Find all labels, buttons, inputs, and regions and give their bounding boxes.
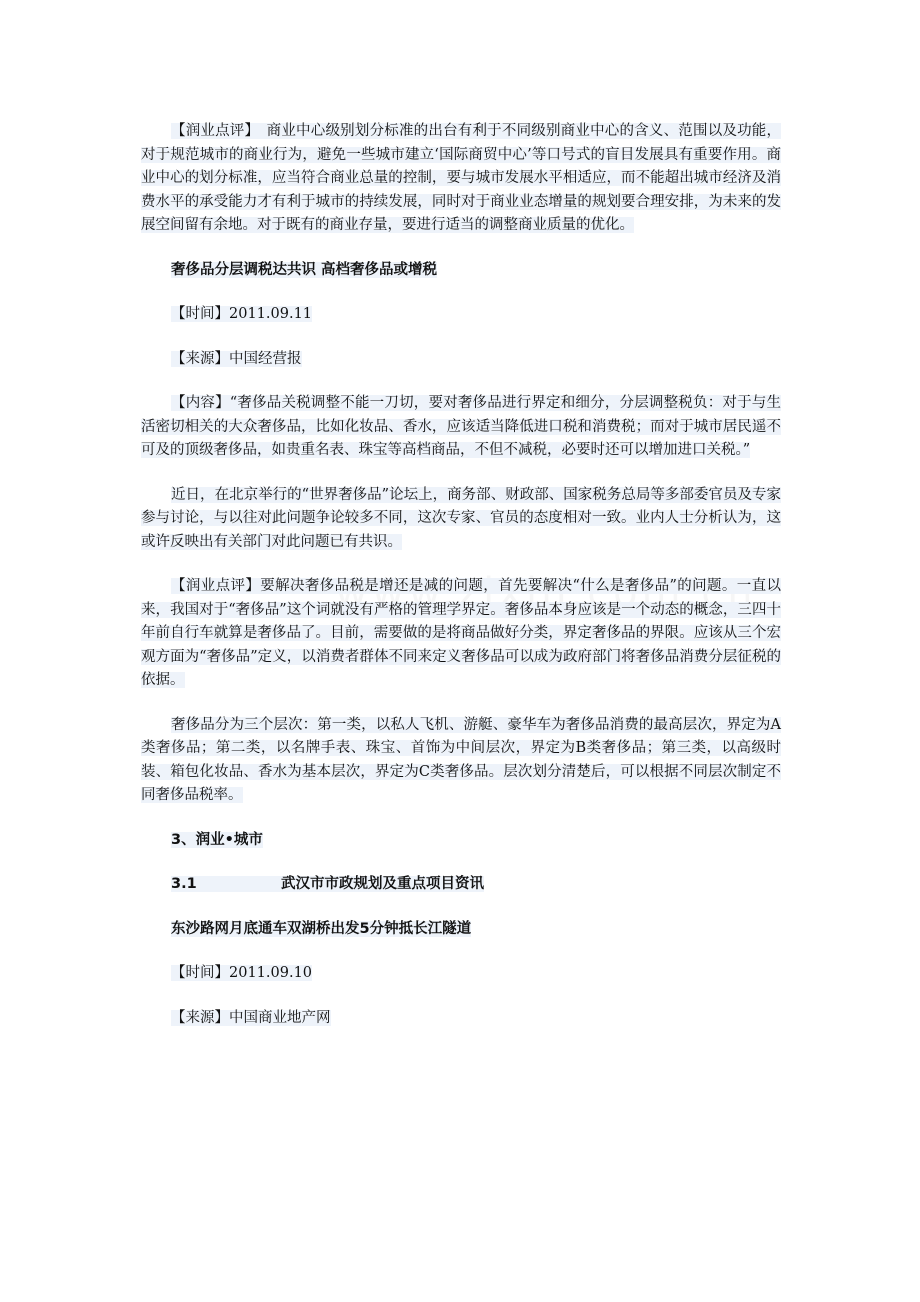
- subsection-heading-wuhan: [141, 873, 781, 897]
- article-source-2: [141, 1007, 781, 1031]
- heading-text: 奢侈品分层调税达共识 高档奢侈品或增税: [171, 261, 438, 278]
- article-heading-luxury-tax: [141, 259, 781, 283]
- section-title: 武汉市市政规划及重点项目资讯: [281, 876, 484, 892]
- paragraph-text: 【润业点评】要解决奢侈品税是增还是减的问题，首先要解决“什么是奢侈品”的问题。一直以来，我国对于“奢侈品”这个词就没有严格的管理学界定。奢侈品本身应该是一个动态的概念，三四十年前自行车就算是奢侈品了。目前，需要做的是将商品做好分类，界定奢侈品的界限。应该从三个宏观方面为“奢侈品”定义，以消费者群体不同来定义奢侈品可以成为政府部门将奢侈品消费分层征税的依据。: [141, 578, 781, 688]
- meta-text: 【时间】2011.09.10: [171, 965, 313, 981]
- paragraph-text: 奢侈品分为三个层次：第一类，以私人飞机、游艇、豪华车为奢侈品消费的最高层次，界定为A类奢侈品；第二类，以名牌手表、珠宝、首饰为中间层次，界定为B类奢侈品；第三类，以高级时装、箱包化妆品、香水为基本层次，界定为C类奢侈品。层次划分清楚后，可以根据不同层次制定不同奢侈品税率。: [141, 716, 781, 803]
- meta-text: 【时间】2011.09.11: [171, 306, 313, 322]
- meta-text: 【来源】中国商业地产网: [171, 1009, 331, 1026]
- heading-text: 3、润业•城市: [171, 831, 263, 848]
- section-heading-city: [141, 829, 781, 853]
- paragraph-text: 近日，在北京举行的“世界奢侈品”论坛上，商务部、财政部、国家税务总局等多部委官员及专家参与讨论，与以往对此问题争论较多不同，这次专家、官员的态度相对一致。业内人士分析认为，这或许反映出有关部门对此问题已有共识。: [141, 486, 781, 550]
- paragraph-text: 【润业点评】 商业中心级别划分标准的出台有利于不同级别商业中心的含义、范围以及功能，对于规范城市的商业行为，避免一些城市建立‘国际商贸中心’等口号式的盲目发展具有重要作用。商业中心的划分标准，应当符合商业总量的控制，要与城市发展水平相适应，而不能超出城市经济及消费水平的承受能力才有利于城市的持续发展，同时对于商业业态增量的规划要合理安排，为未来的发展空间留有余地。对于既有的商业存量，要进行适当的调整商业质量的优化。: [141, 123, 781, 233]
- meta-text: 【来源】中国经营报: [171, 350, 302, 367]
- section-number: 3.1: [171, 876, 197, 892]
- commentary-paragraph-2: [141, 575, 781, 693]
- tiers-paragraph: [141, 714, 781, 808]
- article-source-1: [141, 348, 781, 372]
- heading-text: 东沙路网月底通车双湖桥出发5分钟抵长江隧道: [171, 920, 472, 937]
- paragraph-text: 【内容】“奢侈品关税调整不能一刀切，要对奢侈品进行界定和细分，分层调整税负：对于与生活密切相关的大众奢侈品，比如化妆品、香水，应该适当降低进口税和消费税；而对于城市居民遥不可及的顶级奢侈品，如贵重名表、珠宝等高档商品，不但不减税，必要时还可以增加进口关税。”: [141, 395, 781, 458]
- news-paragraph: [141, 484, 781, 555]
- commentary-paragraph-1: [141, 120, 781, 238]
- article-time-1: [141, 303, 781, 327]
- document-page: [141, 120, 781, 1051]
- article-time-2: [141, 962, 781, 986]
- content-paragraph: [141, 392, 781, 463]
- article-heading-road: [141, 918, 781, 942]
